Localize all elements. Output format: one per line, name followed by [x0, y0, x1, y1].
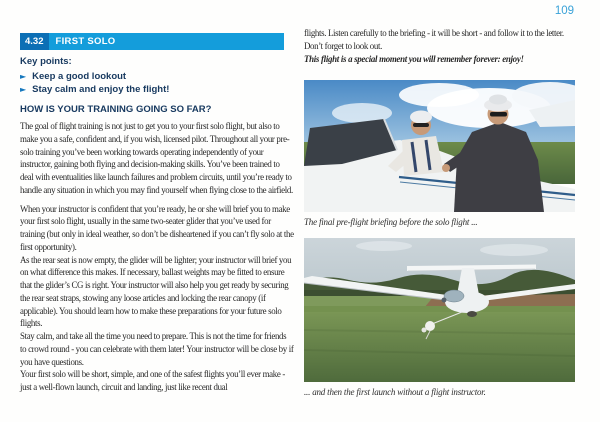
- emphasis-note: This flight is a special moment you will remember forever: enjoy!: [304, 53, 524, 64]
- body-text: [20, 120, 294, 394]
- key-points-heading: Key points:: [20, 56, 72, 67]
- section-number: 4.32: [20, 33, 49, 50]
- left-column: [20, 104, 294, 394]
- body-paragraph: As the rear seat is now empty, the glider will be lighter; your instructor will brief you on what difference this makes. If necessary, ballast weights may be fitted to ensure that the glider’s CG is right. Your instructor will also help you get ready by securing the rear seat straps, stowing any loose articles and locking the rear canopy (if applicable). You should learn how to make these preparations for your future solo flights.: [20, 254, 292, 329]
- key-point-item: [20, 83, 293, 96]
- photo-caption-launch: ... and then the first launch without a flight instructor.: [304, 387, 486, 398]
- training-subheading: HOW IS YOUR TRAINING GOING SO FAR?: [20, 104, 212, 115]
- arrow-bullet-icon: ►: [20, 72, 27, 81]
- body-paragraph: When your instructor is confident that you’re ready, he or she will brief you to make your first solo flight, usually in the same two-seater glider that you’ve used for training (but only in ideal weather, so don’t be disheartened if you can’t fly solo at the first opportunity).: [20, 203, 294, 252]
- photo-caption-briefing: The final pre-flight briefing before the solo flight ...: [304, 217, 478, 228]
- section-header-bar: [20, 33, 284, 50]
- photo-pre-flight-briefing: [304, 80, 575, 212]
- section-title: FIRST SOLO: [55, 36, 116, 47]
- page-number: 109: [554, 5, 574, 17]
- key-point-item: [20, 70, 293, 83]
- key-point-label: Stay calm and enjoy the flight!: [32, 84, 170, 95]
- body-paragraph: The goal of flight training is not just to get you to your first solo flight, but also to make you a safe, confident and, if you wish, licensed pilot. Throughout all your pre-solo training you’ve been working towards operating independently of your instructor, gaining both flying and decision-making skills. You’ve been trained to deal with eventualities like launch failures and problem circuits, until you’re ready to handle any situation in which you may find yourself when flying close to the airfield.: [20, 121, 293, 195]
- right-column: [304, 27, 575, 398]
- body-paragraph: Stay calm, and take all the time you need to prepare. This is not the time for friends to crowd round - you can celebrate with them later! Your instructor will be close by if you have questions.: [20, 331, 294, 367]
- key-points: [20, 56, 293, 96]
- continuation-text: flights. Listen carefully to the briefing - it will be short - and follow it to the letter. Don’t forget to look out.: [304, 28, 564, 51]
- photo-first-solo-launch: [304, 238, 575, 382]
- body-paragraph: Your first solo will be short, simple, and one of the safest flights you’ll ever make - just a well-flown launch, circuit and landing, just like recent dual: [20, 369, 285, 392]
- key-point-label: Keep a good lookout: [32, 71, 127, 82]
- arrow-bullet-icon: ►: [20, 85, 27, 94]
